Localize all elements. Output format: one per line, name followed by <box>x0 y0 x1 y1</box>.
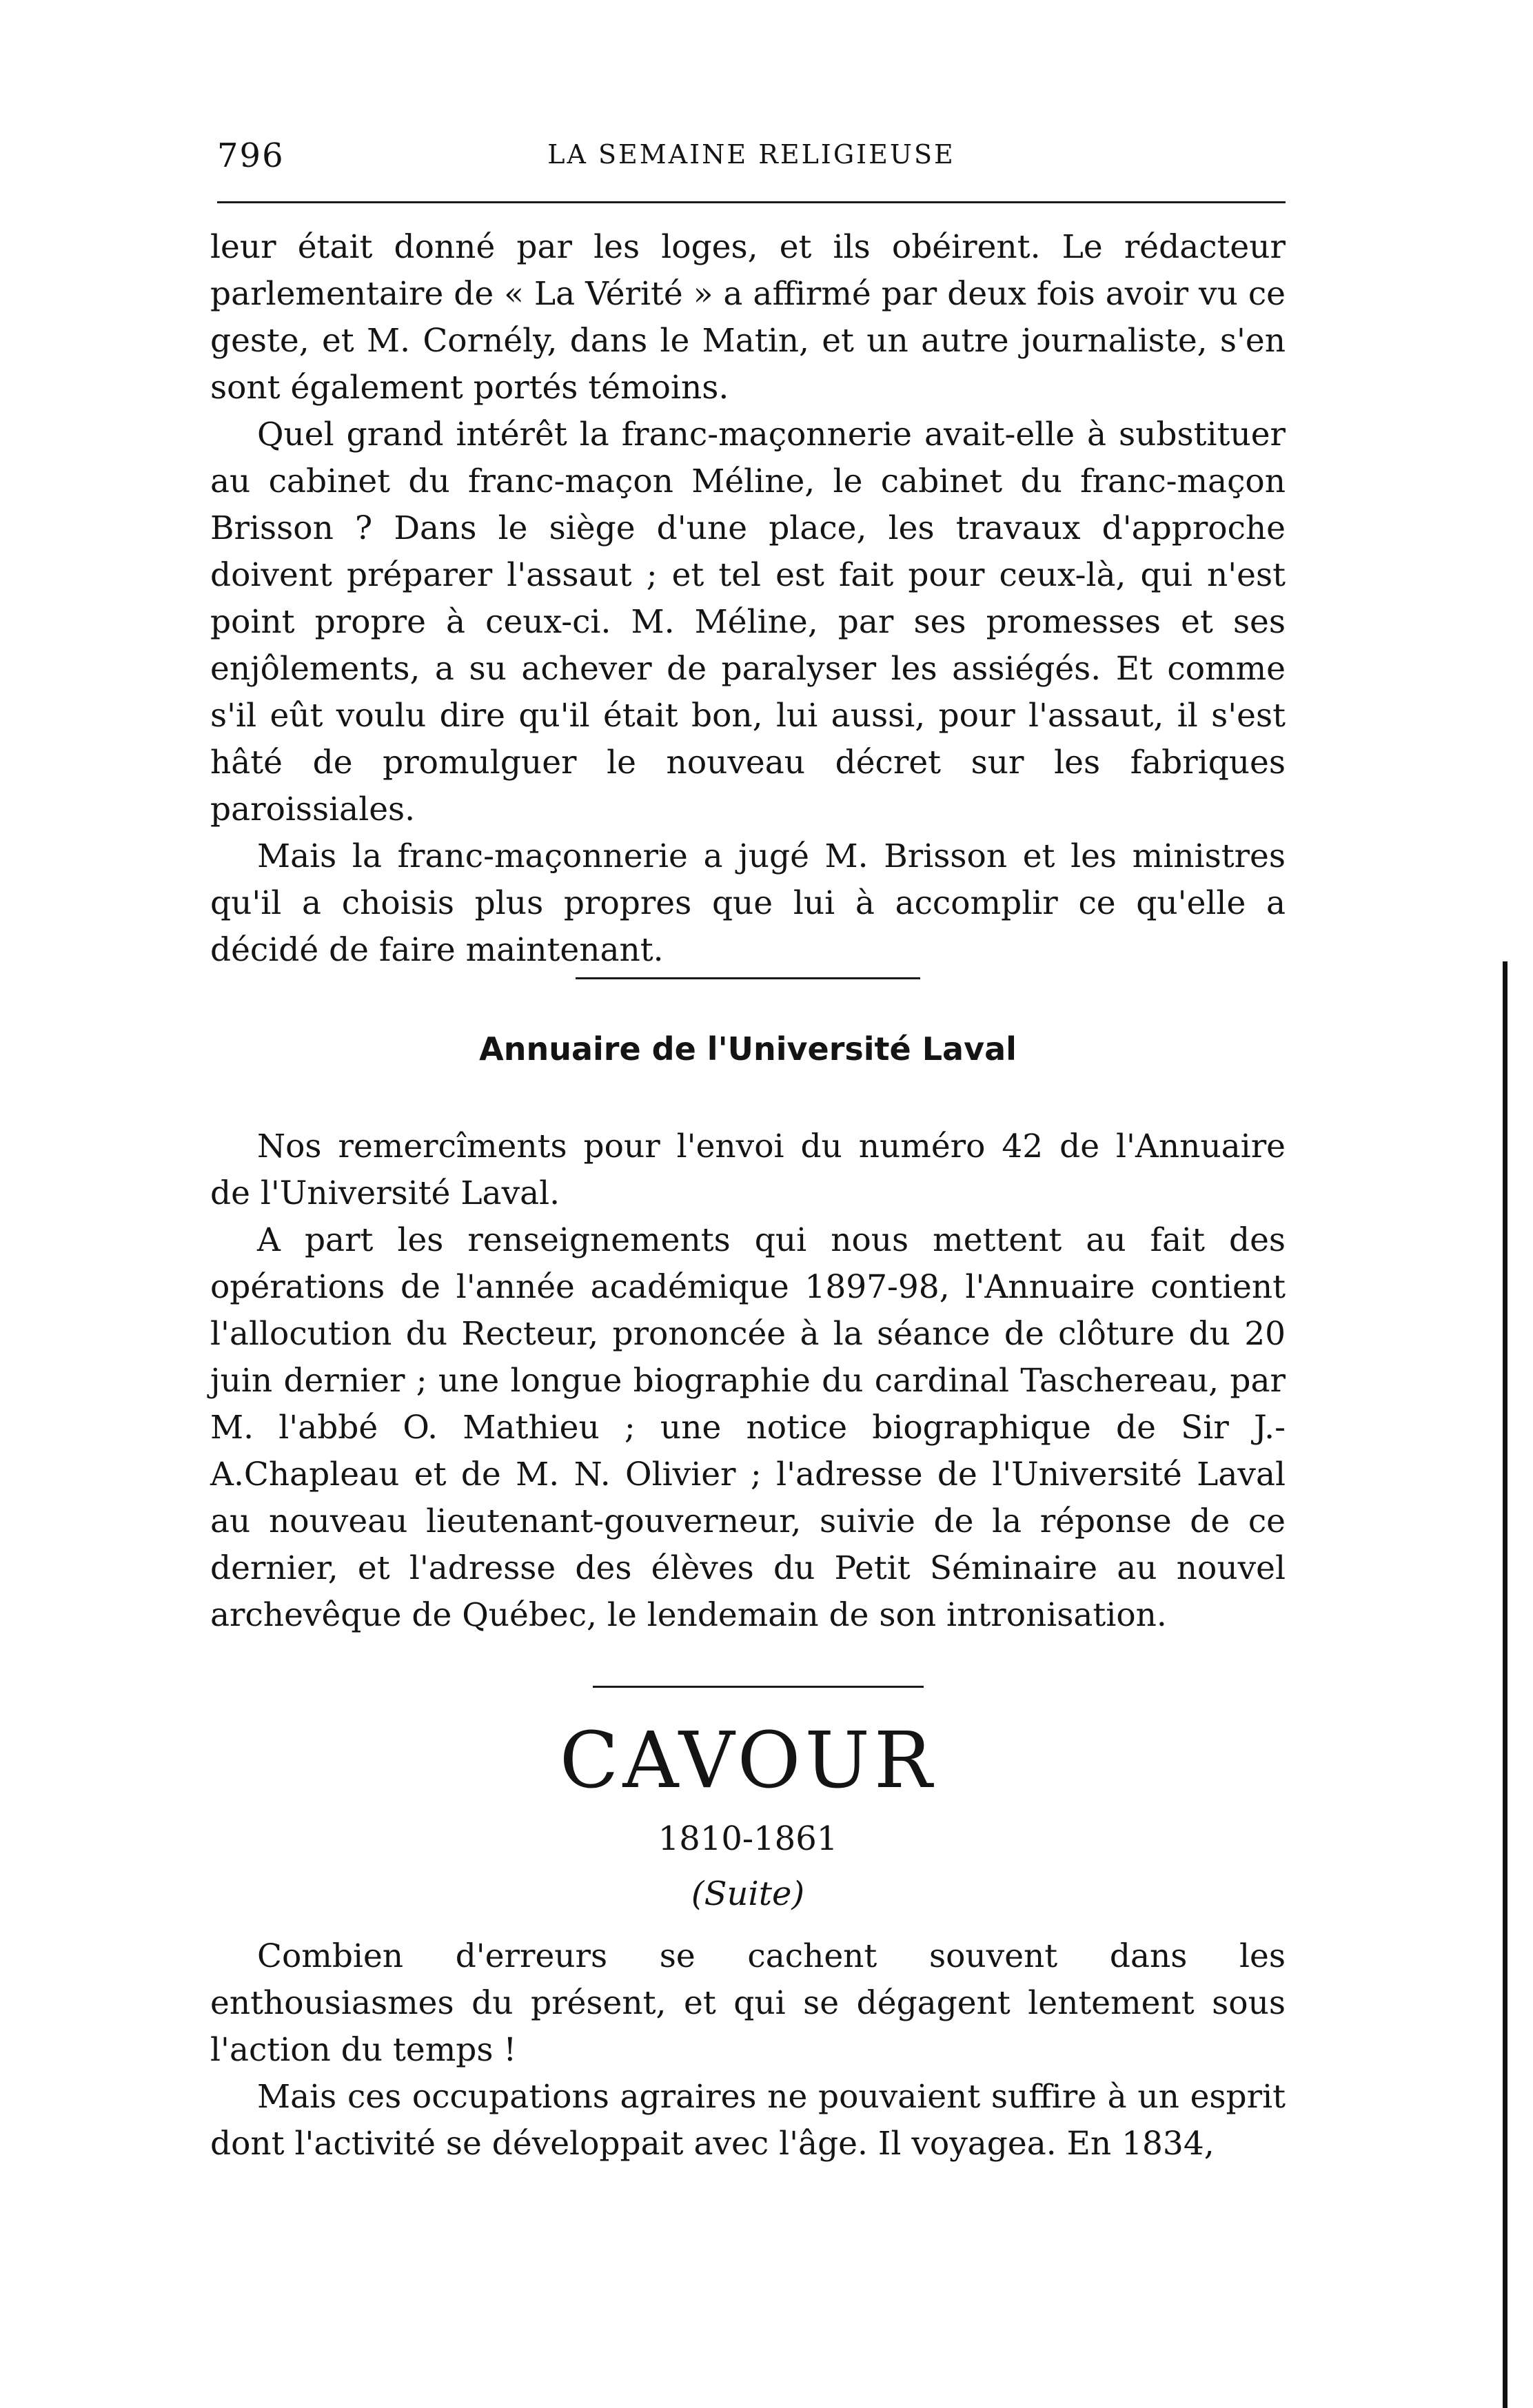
annuaire-section <box>210 1123 1286 1639</box>
cavour-suite: (Suite) <box>691 1875 805 1913</box>
paragraph: Nos remercîments pour l'envoi du numéro 42 de l'Annuaire de l'Université Laval. <box>210 1128 1286 1212</box>
scan-edge-line <box>1503 961 1507 2408</box>
paragraph: A part les renseignements qui nous mettent au fait des opérations de l'année académique 1897-98, l'Annuaire contient l'allocution du Recteur, prononcée à la séance de clôture du 20 juin dernier ; une longue biographie du cardinal Taschereau, par M. l'abbé O. Mathieu ; une notice biographique de Sir J.-A.Chapleau et de M. N. Olivier ; l'adresse de l'Université Laval au nouveau lieutenant-gouverneur, suivie de la réponse de ce dernier, et l'adresse des élèves du Petit Séminaire au nouvel archevêque de Québec, le lendemain de son intronisation. <box>210 1221 1286 1634</box>
section-divider <box>576 977 920 979</box>
page-number: 796 <box>217 136 285 175</box>
paragraph: Mais la franc-maçonnerie a jugé M. Brisson et les ministres qu'il a choisis plus propres que lui à accomplir ce qu'elle a décidé de faire maintenant. <box>210 837 1286 969</box>
annuaire-title: Annuaire de l'Université Laval <box>479 1030 1017 1068</box>
paragraph: Combien d'erreurs se cachent souvent dans les enthousiasmes du présent, et qui se dégagent lentement sous l'action du temps ! <box>210 1937 1286 2069</box>
paragraph: leur était donné par les loges, et ils obéirent. Le rédacteur parlementaire de « La Vérité » a affirmé par deux fois avoir vu ce geste, et M. Cornély, dans le Matin, et un autre journaliste, s'en sont également portés témoins. <box>210 228 1286 407</box>
paragraph: Mais ces occupations agraires ne pouvaient suffire à un esprit dont l'activité se développait avec l'âge. Il voyagea. En 1834, <box>210 2078 1286 2163</box>
cavour-dates: 1810-1861 <box>658 1819 838 1858</box>
article-continuation <box>210 224 1286 974</box>
cavour-title: CAVOUR <box>559 1716 937 1806</box>
paragraph: Quel grand intérêt la franc-maçonnerie avait-elle à substituer au cabinet du franc-maçon Méline, le cabinet du franc-maçon Brisson ? Dans le siège d'une place, les travaux d'approche doivent préparer l'assaut ; et tel est fait pour ceux-là, qui n'est point propre à ceux-ci. M. Méline, par ses promesses et ses enjôlements, a su achever de paralyser les assiégés. Et comme s'il eût voulu dire qu'il était bon, lui aussi, pour l'assaut, il s'est hâté de promulguer le nouveau décret sur les fabriques paroissiales. <box>210 416 1286 828</box>
running-title: LA SEMAINE RELIGIEUSE <box>547 139 955 170</box>
header-rule <box>217 201 1286 203</box>
cavour-section <box>210 1933 1286 2167</box>
page-header <box>217 131 1286 186</box>
section-divider <box>593 1686 924 1688</box>
